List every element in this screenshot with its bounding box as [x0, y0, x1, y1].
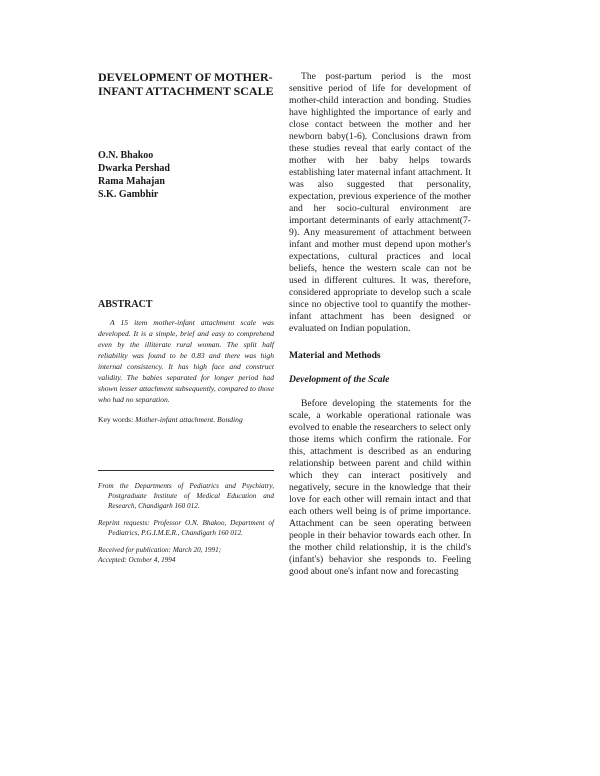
- reprint-footnote: Reprint requests: Professor O.N. Bhakoo, Department of Pediatrics, P.G.I.M.E.R., Chandigarh 160 012.: [98, 519, 274, 537]
- section-heading: Material and Methods: [289, 350, 381, 361]
- author-list: [98, 149, 274, 201]
- author-name: Rama Mahajan: [98, 176, 165, 187]
- article-title-line-1: DEVELOPMENT OF MOTHER-: [98, 70, 273, 84]
- subsection-heading: Development of the Scale: [289, 374, 390, 385]
- article-title-line-2: INFANT ATTACHMENT SCALE: [98, 84, 274, 98]
- accepted-date: Accepted: October 4, 1994: [98, 556, 176, 564]
- affiliation-footnote: From the Departments of Pediatrics and Psychiatry, Postgraduate Institute of Medical Education and Research, Chandigarh 160 012.: [98, 482, 274, 510]
- keywords-label: Key words:: [98, 415, 134, 424]
- footnote-divider: [98, 470, 274, 471]
- author-name: Dwarka Pershad: [98, 163, 170, 174]
- intro-paragraph: The post-partum period is the most sensitive period of life for development of mother-child interaction and bonding. Studies have highlighted the importance of early and close contact between the mother and her newborn baby(1-6). Conclusions drawn from these studies reveal that early contact of the mother with her baby helps towards establishing later maternal infant attachment. It was also suggested that personality, expectation, previous experience of the mother and her socio-cultural environment are important determinants of early attachment(7-9). Any measurement of attachment between infant and mother must depend upon mother's expectations, cultural practices and local beliefs, hence the western scale can not be used in different cultures. It was, therefore, considered appropriate to develop such a scale since no objective tool to quantify the mother-infant attachment has been designed or evaluated on Indian population.: [289, 71, 471, 334]
- abstract-heading: ABSTRACT: [98, 299, 153, 310]
- right-column: [289, 71, 471, 578]
- footnotes: [98, 481, 274, 565]
- received-date: Received for publication: March 20, 1991;: [98, 546, 222, 554]
- author-name: O.N. Bhakoo: [98, 150, 154, 161]
- author-name: S.K. Gambhir: [98, 189, 159, 200]
- publication-dates: [98, 545, 274, 565]
- article-title: [98, 70, 274, 98]
- abstract-text: A 15 item mother-infant attachment scale was developed. It is a simple, brief and easy to comprehend even by the illiterate rural woman. The split half reliability was found to be 0.83 and there was high internal consistency. It has high face and construct validity. The babies separated for longer period had shown lesser attachment subsequently, compared to those who had no separation.: [98, 318, 274, 404]
- keywords-value: Mother-infant attachment. Bonding: [135, 415, 243, 424]
- left-column: [98, 70, 274, 425]
- keywords: [98, 414, 274, 425]
- methods-paragraph: Before developing the statements for the scale, a workable operational rationale was evolved to enable the researchers to select only those items which confirm the rationale. For this, attachment is described as an enduring relationship between parent and child within which they can interact positively and negatively, secure in the knowledge that their love for each other will remain intact and that each others well being is of prime importance. Attachment can be seen operating between people in their behavior towards each other. In the mother child relationship, it is the child's (infant's) behavior she responds to. Feeling good about one's infant now and forecasting: [289, 398, 471, 577]
